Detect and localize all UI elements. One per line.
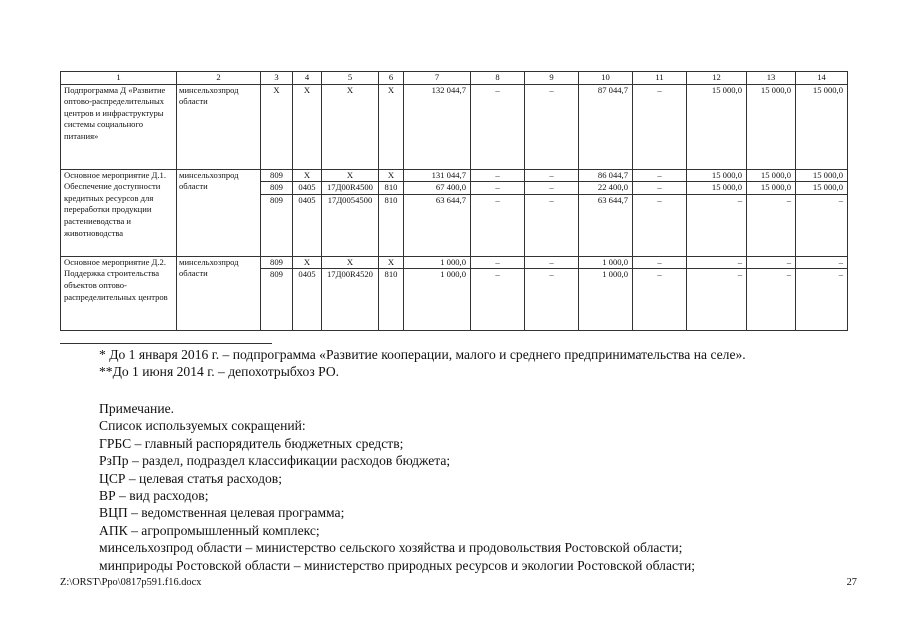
program-name-cell: Основное мероприятие Д.1. Обеспечение доступности кредитных ресурсов для переработки продукции растениеводства и животноводства [61, 169, 177, 256]
table-cell: 86 044,7 [579, 169, 633, 182]
table-cell: – [747, 256, 796, 269]
table-cell: 132 044,7 [404, 84, 471, 169]
table-cell: 810 [379, 269, 404, 331]
table-cell: – [525, 256, 579, 269]
table-cell: Х [293, 256, 322, 269]
program-name-cell: Основное мероприятие Д.2. Поддержка строительства объектов оптово-распределительных центров [61, 256, 177, 331]
table-cell: Х [379, 84, 404, 169]
table-cell: Х [293, 84, 322, 169]
table-cell: – [471, 194, 525, 256]
table-cell: 0405 [293, 269, 322, 331]
table-cell: – [633, 269, 687, 331]
table-cell: – [687, 194, 747, 256]
abbreviation-item: минприроды Ростовской области – министерство природных ресурсов и экологии Ростовской области; [99, 557, 696, 573]
table-cell: 15 000,0 [687, 169, 747, 182]
table-cell: 87 044,7 [579, 84, 633, 169]
table-cell: – [471, 256, 525, 269]
column-number: 8 [471, 72, 525, 85]
table-cell: 1 000,0 [579, 269, 633, 331]
abbreviation-item: ВЦП – ведомственная целевая программа; [99, 505, 345, 521]
executor-cell: минсельхозпрод области [177, 169, 261, 256]
table-cell: Х [261, 84, 293, 169]
table-cell: Х [322, 84, 379, 169]
table-cell: 15 000,0 [747, 182, 796, 195]
table-cell: 0405 [293, 194, 322, 256]
executor-cell: минсельхозпрод области [177, 256, 261, 331]
table-cell: 809 [261, 269, 293, 331]
table-row [61, 256, 848, 269]
table-cell: 15 000,0 [687, 84, 747, 169]
table-cell: Х [322, 169, 379, 182]
column-number: 7 [404, 72, 471, 85]
table-cell: – [471, 84, 525, 169]
footnote-2: **До 1 июня 2014 г. – депохотрыбхоз РО. [99, 364, 340, 380]
notes-section [99, 400, 859, 574]
column-number: 2 [177, 72, 261, 85]
abbreviation-item: ГРБС – главный распорядитель бюджетных средств; [99, 435, 404, 451]
table-cell: – [747, 194, 796, 256]
table-cell: – [687, 256, 747, 269]
table-cell: 17Д00R4520 [322, 269, 379, 331]
abbreviation-item: ЦСР – целевая статья расходов; [99, 470, 282, 486]
abbreviation-item: ВР – вид расходов; [99, 488, 209, 504]
table-cell: – [633, 84, 687, 169]
table-cell: – [796, 256, 848, 269]
table-cell: 15 000,0 [796, 84, 848, 169]
table-cell: 63 644,7 [579, 194, 633, 256]
table-cell: – [633, 169, 687, 182]
table-cell: 809 [261, 256, 293, 269]
abbreviation-item: РзПр – раздел, подраздел классификации расходов бюджета; [99, 453, 451, 469]
table-cell: 15 000,0 [796, 182, 848, 195]
table-cell: – [796, 269, 848, 331]
column-number: 6 [379, 72, 404, 85]
table-cell: – [471, 169, 525, 182]
abbreviation-item: минсельхозпрод области – министерство сельского хозяйства и продовольствия Ростовской области; [99, 540, 683, 556]
page-number: 27 [846, 577, 857, 588]
column-number: 9 [525, 72, 579, 85]
note-title: Примечание. [99, 401, 175, 416]
table-cell: 15 000,0 [687, 182, 747, 195]
table-cell: – [633, 182, 687, 195]
column-number: 14 [796, 72, 848, 85]
footnotes [99, 346, 859, 381]
column-number: 11 [633, 72, 687, 85]
abbreviations-intro: Список используемых сокращений: [99, 418, 306, 434]
table-cell: – [525, 169, 579, 182]
table-cell: 809 [261, 194, 293, 256]
table-cell: 0405 [293, 182, 322, 195]
table-cell: – [796, 194, 848, 256]
table-cell: – [687, 269, 747, 331]
budget-table [60, 71, 848, 331]
column-number: 1 [61, 72, 177, 85]
table-cell: – [525, 182, 579, 195]
table-cell: – [633, 194, 687, 256]
table-cell: 15 000,0 [747, 169, 796, 182]
file-path: Z:\ORST\Ppo\0817p591.f16.docx [60, 577, 202, 588]
table-cell: 809 [261, 169, 293, 182]
table-cell: – [471, 182, 525, 195]
column-number: 3 [261, 72, 293, 85]
table-cell: 67 400,0 [404, 182, 471, 195]
table-cell: 17Д0054500 [322, 194, 379, 256]
table-cell: Х [379, 169, 404, 182]
table-cell: – [471, 269, 525, 331]
program-name-cell: Подпрограмма Д «Развитие оптово-распределительных центров и инфраструктуры системы социального питания» [61, 84, 177, 169]
table-cell: Х [322, 256, 379, 269]
table-cell: 1 000,0 [404, 269, 471, 331]
table-cell: 131 044,7 [404, 169, 471, 182]
table-cell: – [525, 269, 579, 331]
table-cell: 1 000,0 [404, 256, 471, 269]
column-number: 13 [747, 72, 796, 85]
table-row [61, 84, 848, 169]
column-number: 4 [293, 72, 322, 85]
column-number: 12 [687, 72, 747, 85]
table-cell: – [633, 256, 687, 269]
table-cell: 22 400,0 [579, 182, 633, 195]
table-row [61, 169, 848, 182]
footnote-rule [60, 343, 272, 344]
executor-cell: минсельхозпрод области [177, 84, 261, 169]
table-cell: 17Д00R4500 [322, 182, 379, 195]
table-cell: 15 000,0 [796, 169, 848, 182]
table-cell: 810 [379, 182, 404, 195]
table-cell: 810 [379, 194, 404, 256]
abbreviation-item: АПК – агропромышленный комплекс; [99, 522, 320, 538]
table-cell: 15 000,0 [747, 84, 796, 169]
table-cell: – [747, 269, 796, 331]
table-cell: Х [293, 169, 322, 182]
footnote-1: * До 1 января 2016 г. – подпрограмма «Развитие кооперации, малого и среднего предпринимательства на селе». [99, 347, 746, 362]
table-cell: – [525, 194, 579, 256]
table-cell: 63 644,7 [404, 194, 471, 256]
table-cell: 809 [261, 182, 293, 195]
column-number: 5 [322, 72, 379, 85]
table-cell: 1 000,0 [579, 256, 633, 269]
table-cell: Х [379, 256, 404, 269]
column-number: 10 [579, 72, 633, 85]
table-cell: – [525, 84, 579, 169]
table-header-row [61, 72, 848, 85]
